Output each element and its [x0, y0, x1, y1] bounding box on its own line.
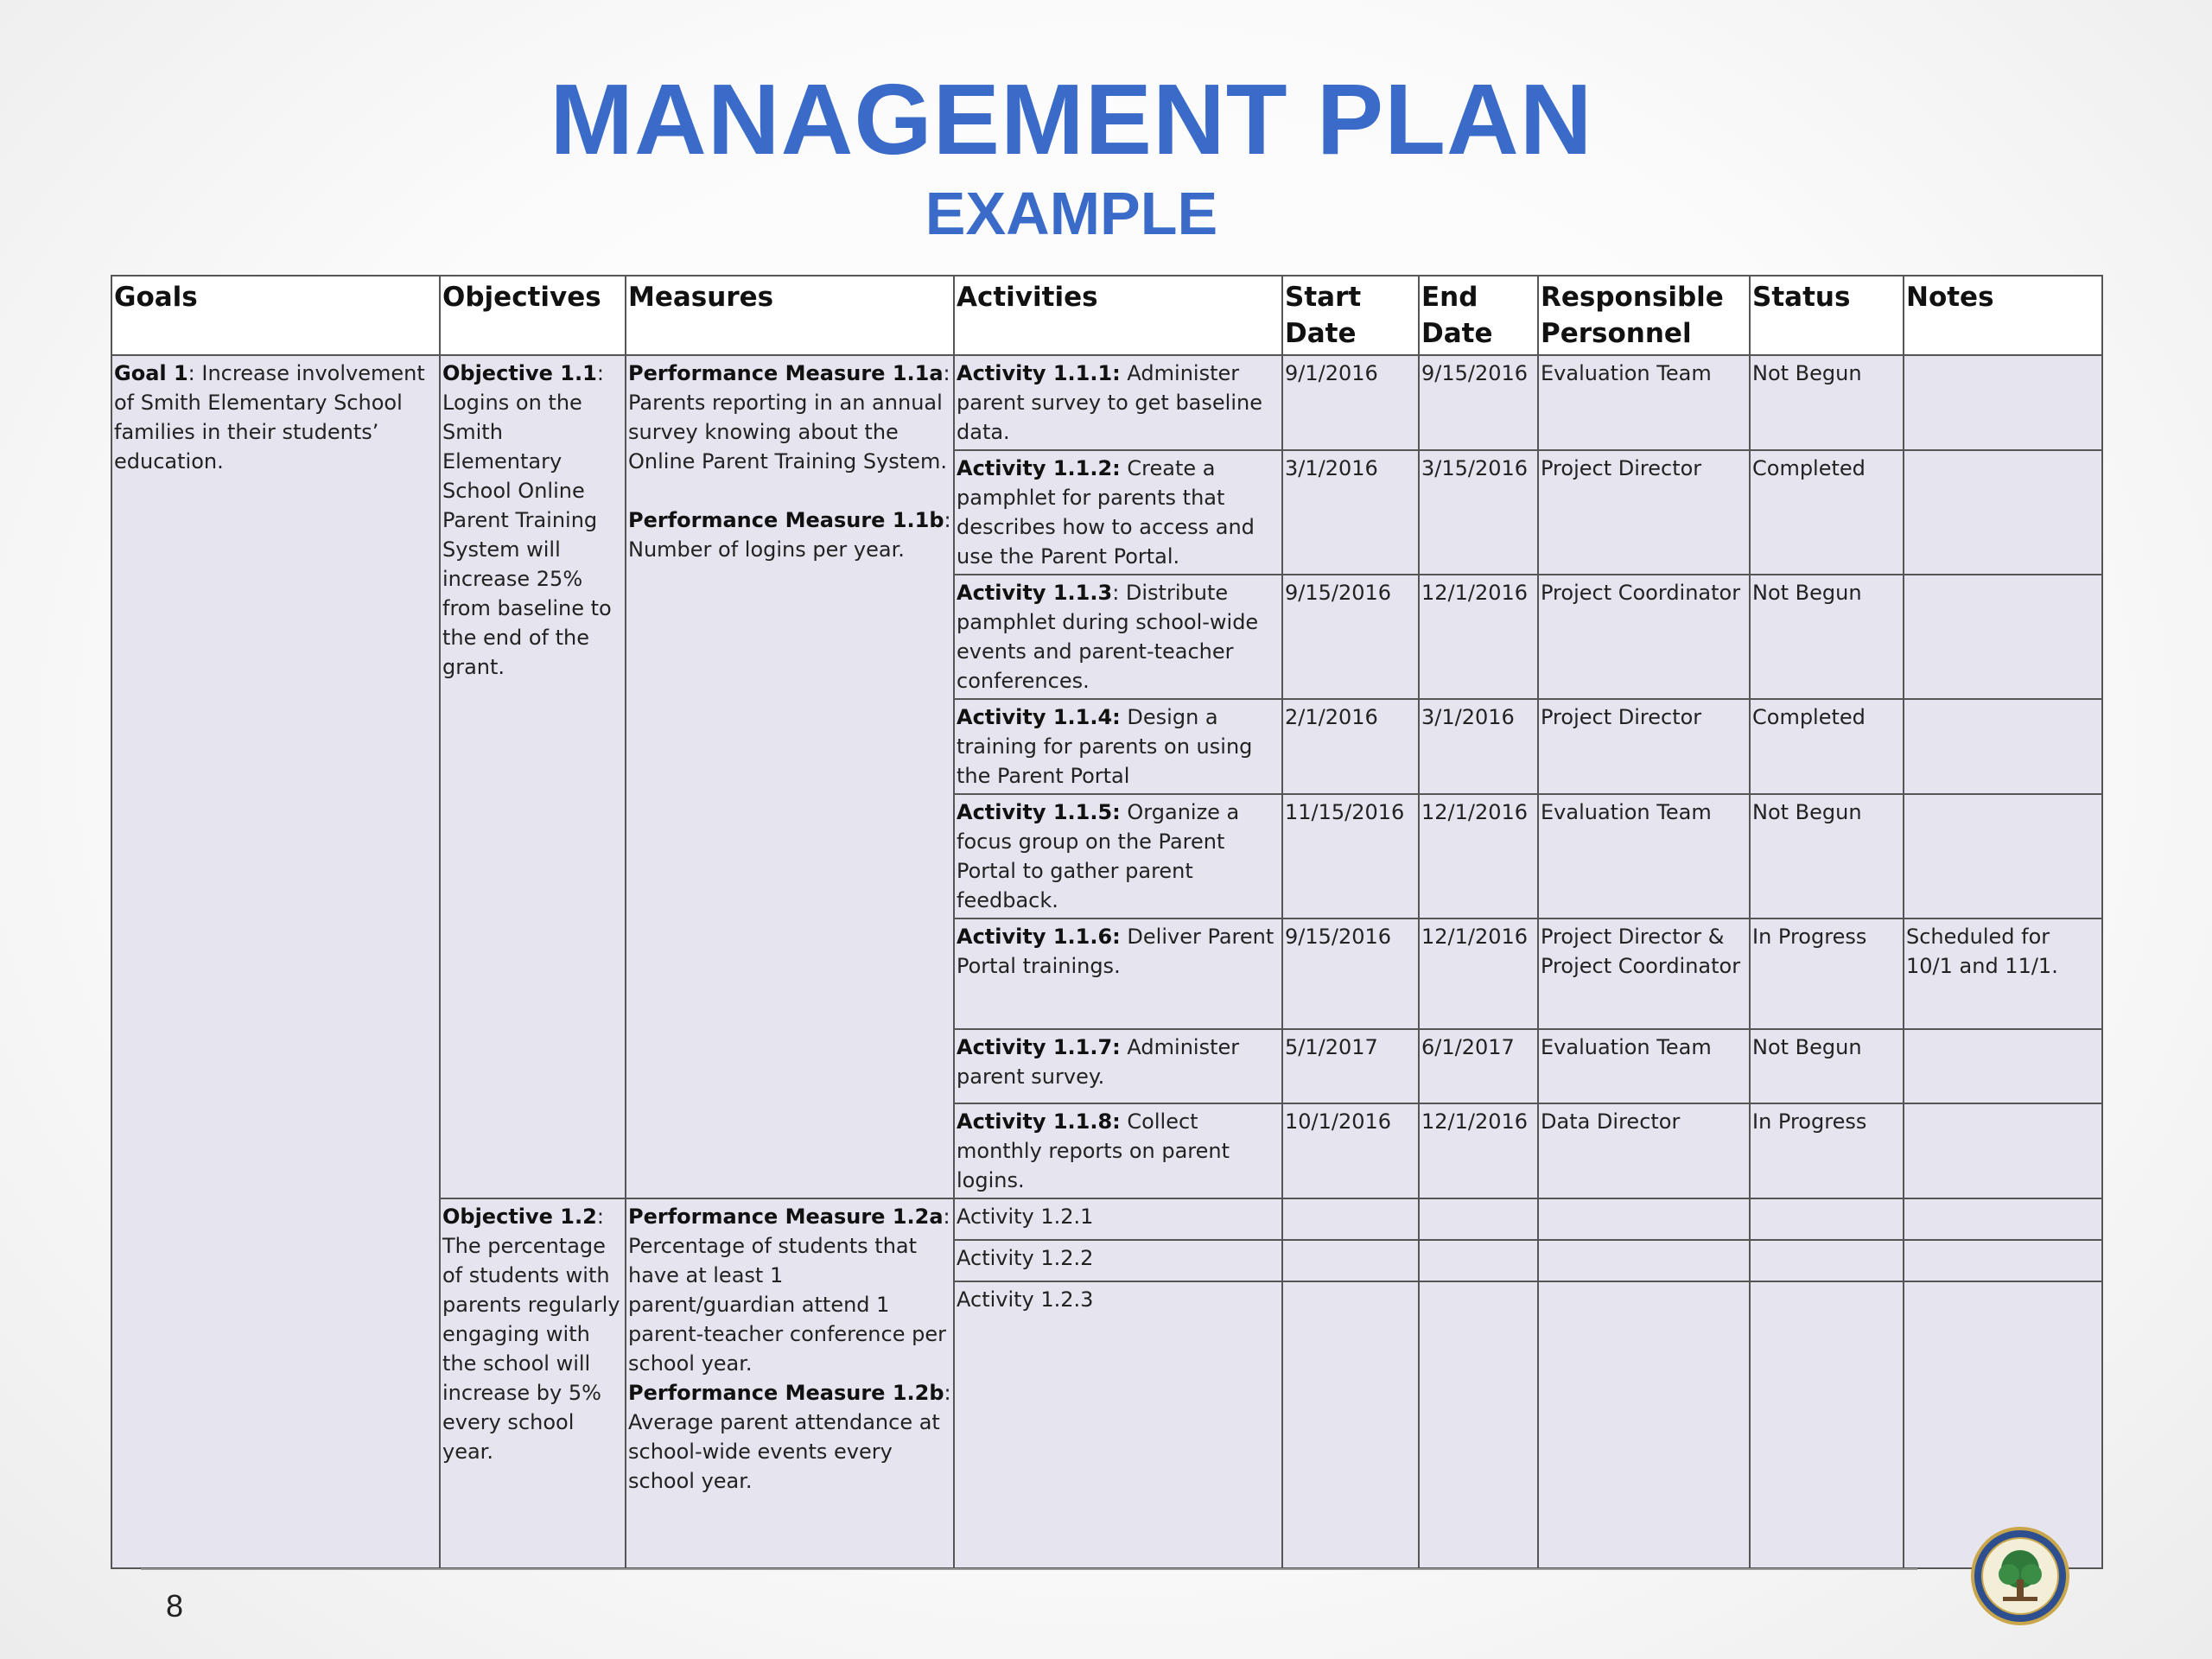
- end-date-cell: 3/1/2016: [1419, 699, 1538, 794]
- department-of-education-seal-icon: [1970, 1526, 2070, 1626]
- activity-text: Collect monthly reports on parent logins.: [957, 1109, 1230, 1192]
- header-objectives: Objectives: [440, 276, 626, 355]
- status-cell: Completed: [1750, 699, 1904, 794]
- status-cell: Not Begun: [1750, 355, 1904, 450]
- notes-cell: Scheduled for 10/1 and 11/1.: [1904, 918, 2102, 1029]
- header-row: [111, 276, 2102, 355]
- status-cell: In Progress: [1750, 1103, 1904, 1198]
- notes-cell: [1904, 575, 2102, 699]
- activity-cell: Activity 1.2.2: [954, 1240, 1282, 1281]
- notes-cell: [1904, 1198, 2102, 1240]
- measure-label: Performance Measure 1.1a: [628, 361, 944, 385]
- goal-label: Goal 1: [114, 361, 188, 385]
- goal-cell: [111, 355, 440, 1568]
- activity-text: Deliver Parent Portal trainings.: [957, 925, 1274, 978]
- end-date-cell: 9/15/2016: [1419, 355, 1538, 450]
- notes-cell: [1904, 355, 2102, 450]
- activity-cell: [954, 794, 1282, 918]
- header-responsible-line2: Personnel: [1541, 318, 1692, 349]
- status-cell: [1750, 1240, 1904, 1281]
- end-date-cell: 3/15/2016: [1419, 450, 1538, 575]
- activity-label: Activity 1.1.8:: [957, 1109, 1121, 1134]
- personnel-cell: Evaluation Team: [1538, 1029, 1750, 1103]
- notes-cell: [1904, 1029, 2102, 1103]
- header-end-date: End Date: [1419, 276, 1538, 355]
- activity-text: Organize a focus group on the Parent Portal to gather parent feedback.: [957, 800, 1240, 912]
- measure-text: : Parents reporting in an annual survey knowing about the Online Parent Training System.: [628, 361, 950, 474]
- objective-label: Objective 1.1: [442, 361, 597, 385]
- management-plan-table: [111, 275, 2103, 1569]
- status-cell: Not Begun: [1750, 794, 1904, 918]
- header-responsible-line1: Responsible: [1541, 282, 1724, 313]
- start-date-cell: 9/15/2016: [1282, 918, 1419, 1029]
- start-date-cell: [1282, 1198, 1419, 1240]
- activity-cell: [954, 1103, 1282, 1198]
- measure-label: Performance Measure 1.2b: [628, 1381, 944, 1405]
- objective-text: : Logins on the Smith Elementary School Online Parent Training System will increase 25% from baseline to the end of the grant.: [442, 361, 612, 679]
- activity-cell: [954, 918, 1282, 1029]
- objective-cell: [440, 355, 626, 1198]
- status-cell: Not Begun: [1750, 1029, 1904, 1103]
- activity-cell: Activity 1.2.1: [954, 1198, 1282, 1240]
- footer-divider: [141, 1568, 1917, 1570]
- end-date-cell: [1419, 1198, 1538, 1240]
- measure-label: Performance Measure 1.1b: [628, 508, 944, 532]
- table-row: [111, 355, 2102, 450]
- personnel-cell: Project Director: [1538, 450, 1750, 575]
- start-date-cell: 9/15/2016: [1282, 575, 1419, 699]
- status-cell: Completed: [1750, 450, 1904, 575]
- start-date-cell: [1282, 1240, 1419, 1281]
- activity-label: Activity 1.1.2:: [957, 456, 1121, 480]
- header-notes: Notes: [1904, 276, 2102, 355]
- notes-cell: [1904, 699, 2102, 794]
- activity-label: Activity 1.1.7:: [957, 1035, 1121, 1059]
- objective-cell: [440, 1198, 626, 1568]
- start-date-cell: 5/1/2017: [1282, 1029, 1419, 1103]
- start-date-cell: 3/1/2016: [1282, 450, 1419, 575]
- start-date-cell: 2/1/2016: [1282, 699, 1419, 794]
- header-activities: Activities: [954, 276, 1282, 355]
- notes-cell: [1904, 450, 2102, 575]
- page-number: 8: [166, 1588, 184, 1624]
- start-date-cell: 11/15/2016: [1282, 794, 1419, 918]
- measure-label: Performance Measure 1.2a: [628, 1205, 944, 1229]
- end-date-cell: [1419, 1281, 1538, 1568]
- end-date-cell: 6/1/2017: [1419, 1029, 1538, 1103]
- start-date-cell: 9/1/2016: [1282, 355, 1419, 450]
- activity-label: Activity 1.1.3: [957, 581, 1113, 605]
- start-date-cell: 10/1/2016: [1282, 1103, 1419, 1198]
- activity-text: : Distribute pamphlet during school-wide events and parent-teacher conferences.: [957, 581, 1259, 693]
- personnel-cell: [1538, 1281, 1750, 1568]
- end-date-cell: 12/1/2016: [1419, 575, 1538, 699]
- activity-cell: [954, 575, 1282, 699]
- activity-label: Activity 1.1.4:: [957, 705, 1121, 729]
- header-responsible-personnel: [1538, 276, 1750, 355]
- end-date-cell: 12/1/2016: [1419, 918, 1538, 1029]
- notes-cell: [1904, 794, 2102, 918]
- activity-cell: [954, 355, 1282, 450]
- activity-text: Administer parent survey.: [957, 1035, 1240, 1089]
- status-cell: [1750, 1281, 1904, 1568]
- personnel-cell: Evaluation Team: [1538, 794, 1750, 918]
- status-cell: Not Begun: [1750, 575, 1904, 699]
- slide-title: MANAGEMENT PLAN: [550, 63, 1593, 175]
- measures-cell: [626, 1198, 954, 1568]
- notes-cell: [1904, 1103, 2102, 1198]
- activity-text: Design a training for parents on using the Parent Portal: [957, 705, 1253, 788]
- measure-text: : Number of logins per year.: [628, 508, 951, 562]
- activity-label: Activity 1.1.1:: [957, 361, 1121, 385]
- measures-cell: [626, 355, 954, 1198]
- measure-text: : Percentage of students that have at least 1 parent/guardian attend 1 parent-teacher conference per school year.: [628, 1205, 950, 1376]
- measure-text: : Average parent attendance at school-wide events every school year.: [628, 1381, 951, 1493]
- header-start-date: Start Date: [1282, 276, 1419, 355]
- notes-cell: [1904, 1240, 2102, 1281]
- activity-text: Administer parent survey to get baseline data.: [957, 361, 1262, 444]
- activity-cell: [954, 1029, 1282, 1103]
- personnel-cell: Data Director: [1538, 1103, 1750, 1198]
- header-measures: Measures: [626, 276, 954, 355]
- personnel-cell: [1538, 1198, 1750, 1240]
- personnel-cell: Evaluation Team: [1538, 355, 1750, 450]
- activity-cell: [954, 450, 1282, 575]
- activity-label: Activity 1.1.5:: [957, 800, 1121, 824]
- activity-text: Create a pamphlet for parents that describes how to access and use the Parent Portal.: [957, 456, 1255, 569]
- status-cell: In Progress: [1750, 918, 1904, 1029]
- header-status: Status: [1750, 276, 1904, 355]
- personnel-cell: Project Director & Project Coordinator: [1538, 918, 1750, 1029]
- activity-cell: [954, 699, 1282, 794]
- end-date-cell: 12/1/2016: [1419, 794, 1538, 918]
- status-cell: [1750, 1198, 1904, 1240]
- objective-text: : The percentage of students with parents regularly engaging with the school will increase by 5% every school year.: [442, 1205, 620, 1464]
- end-date-cell: 12/1/2016: [1419, 1103, 1538, 1198]
- objective-label: Objective 1.2: [442, 1205, 597, 1229]
- start-date-cell: [1282, 1281, 1419, 1568]
- activity-label: Activity 1.1.6:: [957, 925, 1121, 949]
- header-goals: Goals: [111, 276, 440, 355]
- personnel-cell: Project Director: [1538, 699, 1750, 794]
- personnel-cell: [1538, 1240, 1750, 1281]
- slide-subtitle: EXAMPLE: [925, 180, 1218, 247]
- end-date-cell: [1419, 1240, 1538, 1281]
- activity-cell: Activity 1.2.3: [954, 1281, 1282, 1568]
- personnel-cell: Project Coordinator: [1538, 575, 1750, 699]
- goal-text: : Increase involvement of Smith Elementary School families in their students’ education.: [114, 361, 425, 474]
